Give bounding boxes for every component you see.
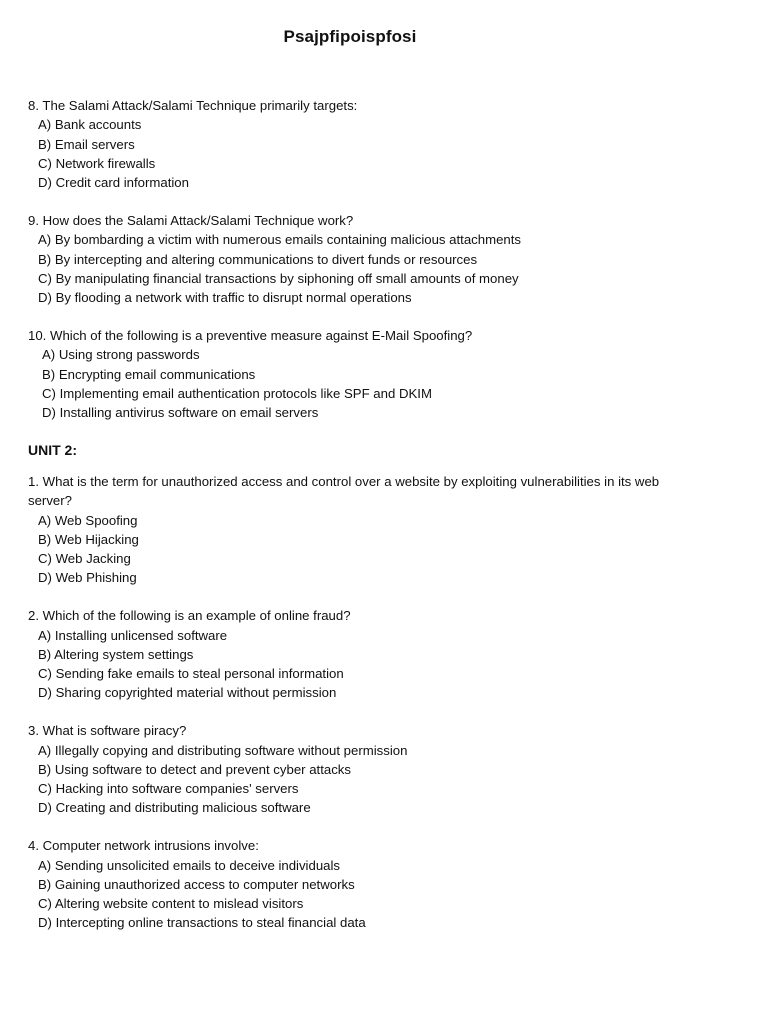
question-8 bbox=[28, 96, 688, 192]
document-content bbox=[28, 96, 688, 933]
option-b: B) By intercepting and altering communications to divert funds or resources bbox=[38, 251, 478, 267]
option-list bbox=[28, 741, 688, 818]
question-text: 1. What is the term for unauthorized access and control over a website by exploiting vulnerabilities in its web server? bbox=[28, 473, 660, 509]
question-text: 4. Computer network intrusions involve: bbox=[28, 838, 259, 854]
option-a: A) Illegally copying and distributing software without permission bbox=[38, 742, 408, 758]
spacer bbox=[28, 307, 688, 326]
question-text: 2. Which of the following is an example of online fraud? bbox=[28, 608, 351, 624]
spacer bbox=[28, 818, 688, 837]
option-b: B) Using software to detect and prevent cyber attacks bbox=[38, 761, 351, 777]
unit-heading: UNIT 2: bbox=[28, 441, 77, 458]
question-text: 10. Which of the following is a preventive measure against E-Mail Spoofing? bbox=[28, 327, 473, 343]
option-a: A) Web Spoofing bbox=[38, 512, 138, 528]
option-c: C) Web Jacking bbox=[38, 551, 131, 567]
question-text: 8. The Salami Attack/Salami Technique primarily targets: bbox=[28, 98, 358, 113]
question-text: 3. What is software piracy? bbox=[28, 723, 187, 739]
unit2-question-3 bbox=[28, 721, 688, 817]
option-a: A) Bank accounts bbox=[38, 117, 142, 133]
option-list bbox=[28, 345, 688, 422]
question-9 bbox=[28, 211, 688, 307]
option-d: D) By flooding a network with traffic to disrupt normal operations bbox=[38, 290, 412, 306]
option-c: C) Altering website content to mislead visitors bbox=[38, 896, 304, 912]
option-a: A) Sending unsolicited emails to deceive individuals bbox=[38, 857, 341, 873]
option-a: A) Installing unlicensed software bbox=[38, 627, 228, 643]
option-d: D) Intercepting online transactions to steal financial data bbox=[38, 915, 366, 931]
spacer bbox=[28, 460, 688, 472]
spacer bbox=[28, 422, 688, 441]
spacer bbox=[28, 192, 688, 211]
option-b: B) Gaining unauthorized access to computer networks bbox=[38, 876, 355, 892]
option-b: B) Altering system settings bbox=[38, 646, 194, 662]
option-a: A) By bombarding a victim with numerous emails containing malicious attachments bbox=[38, 232, 522, 248]
option-d: D) Credit card information bbox=[38, 175, 189, 191]
option-c: C) By manipulating financial transactions by siphoning off small amounts of money bbox=[38, 270, 519, 286]
option-d: D) Installing antivirus software on email servers bbox=[42, 405, 319, 421]
option-c: C) Sending fake emails to steal personal information bbox=[38, 666, 344, 682]
option-list bbox=[28, 230, 688, 307]
option-list bbox=[28, 511, 688, 588]
option-d: D) Creating and distributing malicious software bbox=[38, 800, 311, 816]
option-b: B) Encrypting email communications bbox=[42, 366, 256, 382]
option-a: A) Using strong passwords bbox=[42, 347, 200, 363]
document-title: Psajpfipoispfosi bbox=[283, 27, 417, 46]
option-b: B) Email servers bbox=[38, 136, 135, 152]
option-c: C) Network firewalls bbox=[38, 155, 156, 171]
unit2-question-4 bbox=[28, 836, 688, 932]
option-list bbox=[28, 115, 688, 192]
option-d: D) Sharing copyrighted material without permission bbox=[38, 685, 337, 701]
question-text: 9. How does the Salami Attack/Salami Technique work? bbox=[28, 212, 354, 228]
option-d: D) Web Phishing bbox=[38, 570, 137, 586]
option-list bbox=[28, 626, 688, 703]
option-list bbox=[28, 856, 688, 933]
spacer bbox=[28, 703, 688, 722]
option-c: C) Hacking into software companies' servers bbox=[38, 781, 299, 797]
question-10 bbox=[28, 326, 688, 422]
unit2-question-1 bbox=[28, 472, 688, 588]
unit2-question-2 bbox=[28, 606, 688, 702]
spacer bbox=[28, 588, 688, 607]
option-b: B) Web Hijacking bbox=[38, 531, 139, 547]
option-c: C) Implementing email authentication protocols like SPF and DKIM bbox=[42, 385, 432, 401]
